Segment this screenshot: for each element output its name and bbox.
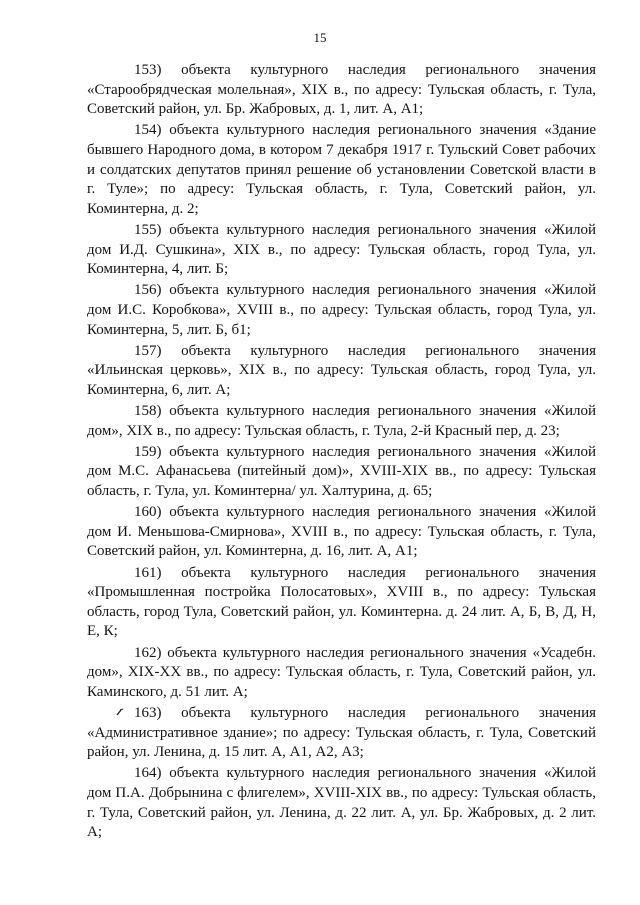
list-item-161: 161) объекта культурного наследия регионального значения «Промышленная постройка Полосатовых», XVIII в., по адресу: Тульская область, город Тула, Советский район, ул. Коминтерна. д. 24 лит. А, Б, В, Д, Н, Е, К;	[87, 564, 596, 640]
list-item-163-wrapper	[87, 704, 596, 763]
list-item-157: 157) объекта культурного наследия регионального значения «Ильинская церковь», XIX в., по адресу: Тульская область, город Тула, ул. Коминтерна, 6, лит. А;	[87, 342, 596, 398]
document-body	[87, 61, 596, 844]
list-item-163: 163) объекта культурного наследия регионального значения «Административное здание»; по адресу: Тульская область, г. Тула, Советский район, ул. Ленина, д. 15 лит. А, А1, А2, А3;	[87, 704, 596, 761]
list-item-154: 154) объекта культурного наследия регионального значения «Здание бывшего Народного дома, в котором 7 декабря 1917 г. Тульский Совет рабочих и солдатских депутатов принял решение об установлении Советской власти в г. Туле»; по адресу: Тульская область, г. Тула, Советский район, ул. Коминтерна, д. 2;	[87, 122, 596, 217]
list-item-153: 153) объекта культурного наследия регионального значения «Старообрядческая молельная», XIX в., по адресу: Тульская область, г. Тула, Советский район, ул. Бр. Жабровых, д. 1, лит. А, А1;	[87, 62, 596, 118]
list-item-160: 160) объекта культурного наследия регионального значения «Жилой дом И. Меньшова-Смирнова», XVIII в., по адресу: Тульская область, г. Тула, Советский район, ул. Коминтерна, д. 16, лит. А, А1;	[87, 504, 596, 560]
list-item-159: 159) объекта культурного наследия регионального значения «Жилой дом М.С. Афанасьева (питейный дом)», XVIII-XIX вв., по адресу: Тульская область, г. Тула, ул. Коминтерна/ ул. Халтурина, д. 65;	[87, 443, 596, 500]
list-item-155: 155) объекта культурного наследия регионального значения «Жилой дом И.Д. Сушкина», XIX в., по адресу: Тульская область, город Тула, ул. Коминтерна, 4, лит. Б;	[87, 221, 596, 278]
list-item-162: 162) объекта культурного наследия регионального значения «Усадебн. дом», XIX-XX вв., по адресу: Тульская область, г. Тула, Советский район, ул. Каминского, д. 51 лит. А;	[87, 644, 596, 700]
list-item-164: 164) объекта культурного наследия регионального значения «Жилой дом П.А. Добрынина с флигелем», XVIII-XIX вв., по адресу: Тульская область, г. Тула, Советский район, ул. Ленина, д. 22 лит. А, ул. Бр. Жабровых, д. 2 лит. А;	[87, 765, 596, 841]
list-item-158: 158) объекта культурного наследия регионального значения «Жилой дом», XIX в., по адресу: Тульская область, г. Тула, 2-й Красный пер, д. 23;	[87, 403, 596, 439]
list-item-156: 156) объекта культурного наследия регионального значения «Жилой дом И.С. Коробкова», XVIII в., по адресу: Тульская область, город Тула, ул. Коминтерна, 5, лит. Б, б1;	[87, 282, 596, 338]
page-number: 15	[313, 30, 327, 45]
